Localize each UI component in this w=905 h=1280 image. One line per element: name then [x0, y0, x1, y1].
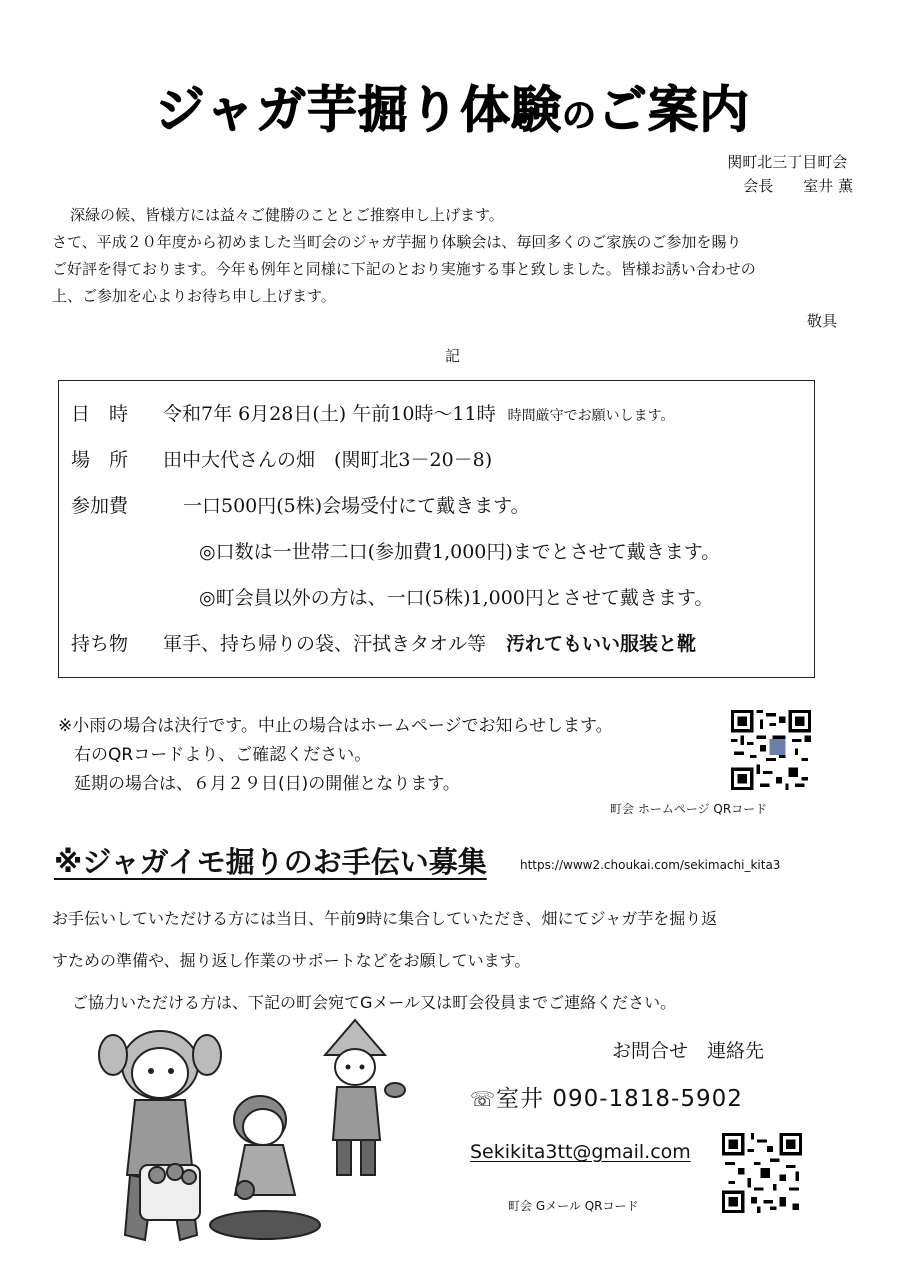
note-line: ※小雨の場合は決行です。中止の場合はホームページでお知らせします。: [58, 716, 613, 736]
event-details-box: [58, 380, 815, 678]
children-digging-potatoes-illustration: [85, 1015, 430, 1265]
contact-heading: お問合せ 連絡先: [612, 1040, 765, 1062]
datetime-row: [71, 399, 675, 426]
qr-code-icon[interactable]: [722, 1133, 802, 1213]
greeting-text: [52, 202, 852, 310]
place-value: 田中大代さんの畑 (関町北3－20－8): [163, 449, 493, 471]
items-label: 持ち物: [71, 633, 129, 655]
recruit-body: [52, 898, 862, 1024]
phone-contact: [470, 1080, 743, 1113]
place-label: 場 所: [71, 449, 129, 471]
greeting-line: ご好評を得ております。今年も例年と同様に下記のとおり実施する事と致しました。皆様お誘い合わせの: [52, 260, 756, 278]
note-line: 右のQRコードより、ご確認ください。: [74, 745, 372, 765]
representative: 会長 室井 薫: [743, 177, 853, 195]
ki-marker: 記: [444, 347, 460, 365]
recruit-line: すための準備や、掘り返し作業のサポートなどをお願しています。: [52, 951, 531, 970]
closing: 敬具: [806, 312, 837, 330]
datetime-note: 時間厳守でお願いします。: [507, 408, 675, 424]
title-main: ジャガ芋掘り体験: [155, 81, 562, 139]
page-title: [0, 70, 905, 142]
qr-code-icon[interactable]: [731, 710, 811, 790]
items-emphasis: 汚れてもいい服装と靴: [506, 633, 697, 655]
greeting-line: 深緑の候、皆様方には益々ご健勝のこととご推察申し上げます。: [70, 206, 504, 224]
title-particle: の: [562, 96, 597, 136]
organization-block: [727, 150, 853, 198]
recruit-title: ※ジャガイモ掘りのお手伝い募集: [54, 845, 487, 879]
email-link[interactable]: Sekikita3tt@gmail.com: [470, 1141, 691, 1163]
title-end: ご案内: [597, 81, 750, 139]
greeting-line: 上、ご参加を心よりお待ち申し上げます。: [52, 287, 336, 305]
organization-name: 関町北三丁目町会: [727, 153, 848, 171]
items-value: 軍手、持ち帰りの袋、汗拭きタオル等: [163, 633, 487, 655]
fee-note-2: ◎町会員以外の方は、一口(5株)1,000円とさせて戴きます。: [199, 587, 714, 609]
fee-value: 一口500円(5株)会場受付にて戴きます。: [183, 495, 530, 517]
rain-notes: [58, 712, 613, 799]
note-line: 延期の場合は、６月２９日(日)の開催となります。: [74, 774, 460, 794]
fee-note-1: ◎口数は一世帯二口(参加費1,000円)までとさせて戴きます。: [199, 541, 721, 563]
homepage-url-link[interactable]: https://www2.choukai.com/sekimachi_kita3: [520, 858, 781, 872]
greeting-line: さて、平成２０年度から初めました当町会のジャガ芋掘り体験会は、毎回多くのご家族のご参加を賜り: [52, 233, 742, 251]
qr-homepage-caption: 町会 ホームページ QRコード: [610, 802, 768, 816]
items-row: [71, 629, 696, 656]
recruit-line: お手伝いしていただける方には当日、午前9時に集合していただき、畑にてジャガ芋を掘り返: [52, 909, 718, 928]
datetime-value: 令和7年 6月28日(土) 午前10時～11時: [163, 403, 496, 425]
phone-icon: ☏: [470, 1087, 497, 1111]
datetime-label: 日 時: [71, 403, 129, 425]
qr-gmail-caption: 町会 Gメール QRコード: [508, 1199, 639, 1213]
phone-number[interactable]: 室井 090-1818-5902: [496, 1086, 743, 1112]
place-row: [71, 445, 492, 472]
fee-row: [71, 491, 530, 518]
fee-label: 参加費: [71, 495, 129, 517]
recruit-line: ご協力いただける方は、下記の町会宛てGメール又は町会役員までご連絡ください。: [72, 993, 677, 1012]
